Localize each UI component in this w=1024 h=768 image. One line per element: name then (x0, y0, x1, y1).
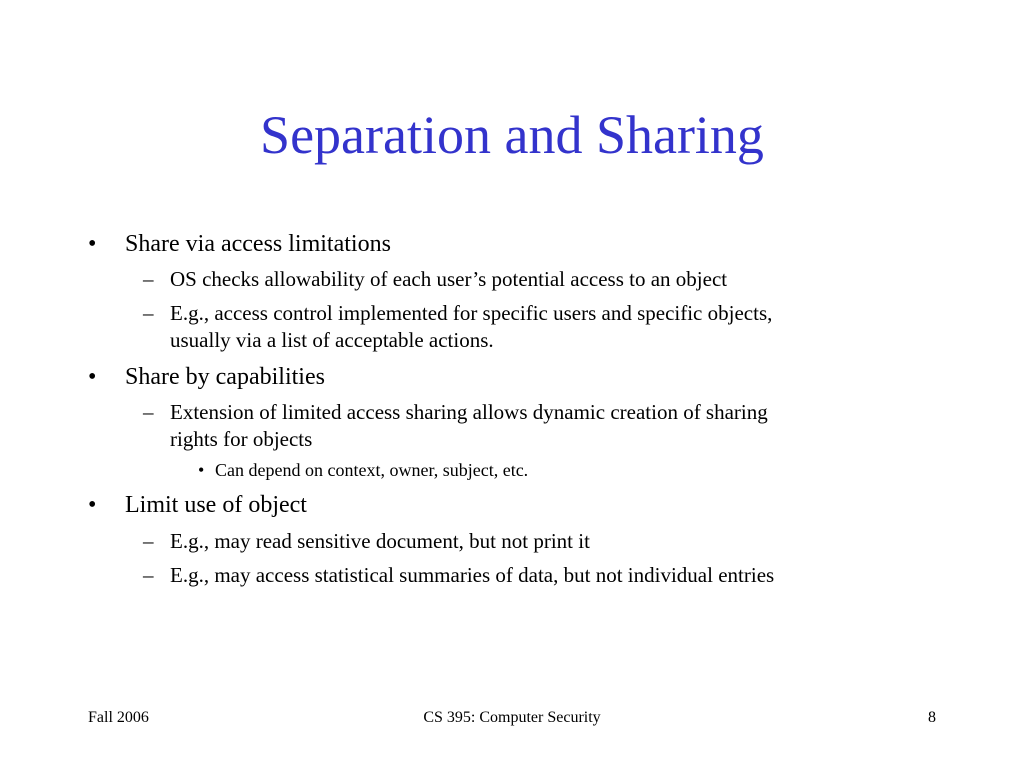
slide-title: Separation and Sharing (260, 105, 764, 165)
dash-marker: – (143, 529, 154, 553)
sub-bullet-item-continued: rights for objects (170, 427, 313, 451)
sub-sub-bullet-marker: • (198, 460, 205, 480)
dash-marker: – (143, 301, 154, 325)
footer-page-number: 8 (928, 709, 936, 726)
bullet-marker: • (88, 364, 97, 390)
dash-marker: – (143, 400, 154, 424)
bullet-item: Share by capabilities (125, 364, 325, 390)
dash-marker: – (143, 563, 154, 587)
sub-bullet-item-continued: usually via a list of acceptable actions. (170, 328, 494, 352)
bullet-marker: • (88, 492, 97, 518)
bullet-marker: • (88, 231, 97, 257)
footer-date: Fall 2006 (88, 709, 149, 726)
sub-bullet-item: E.g., access control implemented for specific users and specific objects, (170, 301, 773, 325)
sub-bullet-item: E.g., may access statistical summaries of data, but not individual entries (170, 563, 775, 587)
sub-bullet-item: OS checks allowability of each user’s potential access to an object (170, 267, 728, 291)
dash-marker: – (143, 267, 154, 291)
sub-bullet-item: E.g., may read sensitive document, but not print it (170, 529, 590, 553)
sub-bullet-item: Extension of limited access sharing allows dynamic creation of sharing (170, 400, 768, 424)
sub-sub-bullet-item: Can depend on context, owner, subject, etc. (215, 460, 529, 480)
bullet-item: Limit use of object (125, 492, 307, 518)
bullet-item: Share via access limitations (125, 231, 391, 257)
footer-course: CS 395: Computer Security (423, 709, 601, 726)
